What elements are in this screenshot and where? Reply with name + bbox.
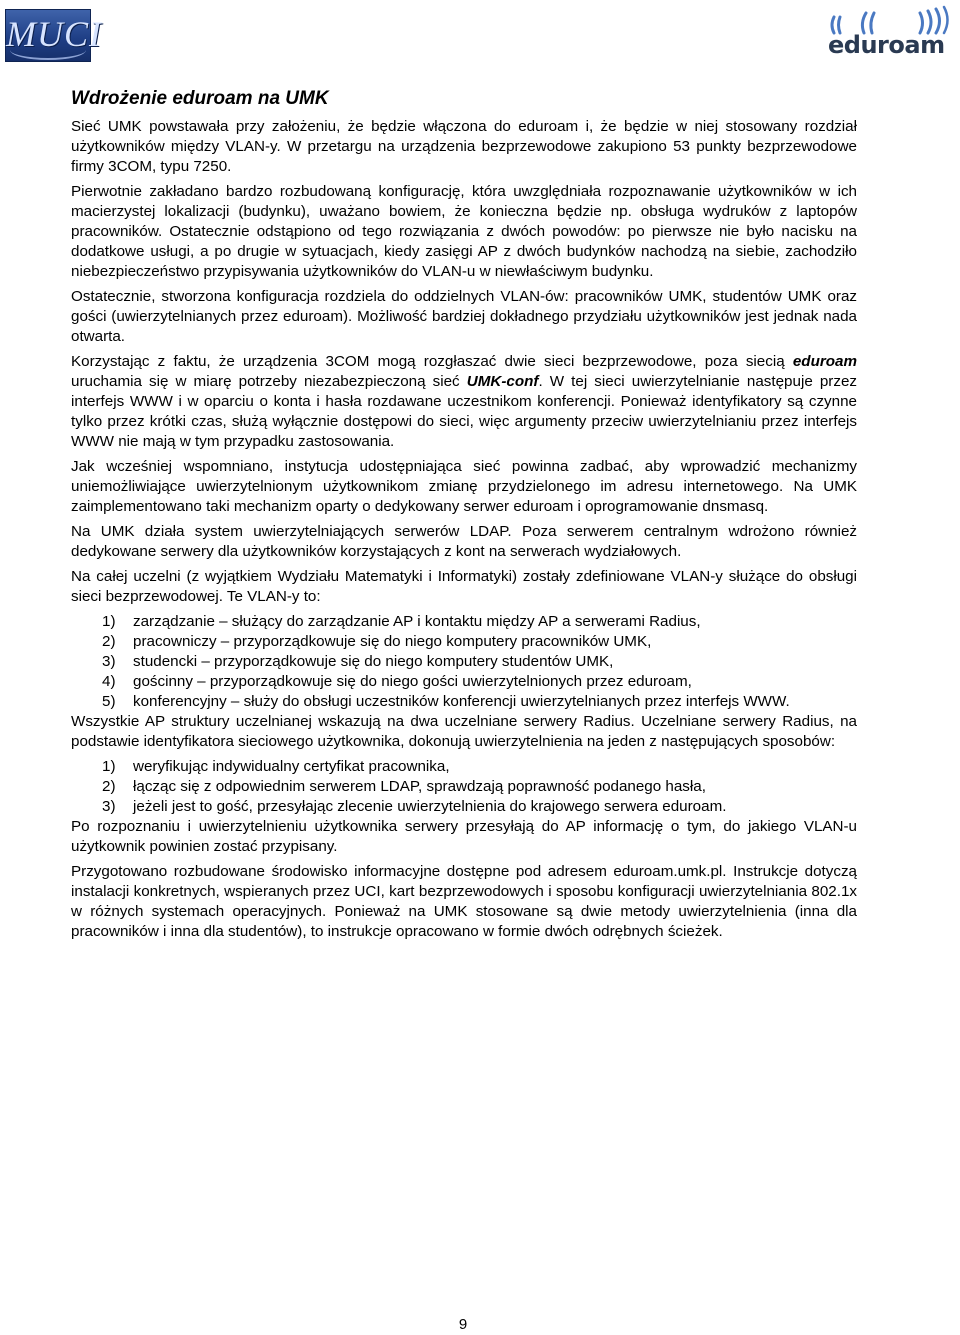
eduroam-logo bbox=[826, 7, 948, 59]
page-title: Wdrożenie eduroam na UMK bbox=[71, 88, 329, 109]
eduroam-logo-text: eduroam bbox=[828, 31, 945, 59]
list-item-number: 3) bbox=[102, 798, 116, 815]
network-name-eduroam: eduroam bbox=[792, 353, 857, 370]
list-item-number: 2) bbox=[102, 633, 116, 650]
list-item-number: 5) bbox=[102, 693, 116, 710]
list-item-text: łącząc się z odpowiednim serwerem LDAP, sprawdzają poprawność podanego hasła, bbox=[133, 778, 706, 795]
paragraph-dnsmasq: Jak wcześniej wspomniano, instytucja udostępniająca sieć powinna zadbać, aby wprowadzić mechanizmy uniemożliwiające uwierzytelnionym użytkownikom zmianę przydzielonego im adresu internetowego. Na UMK zaimplementowano taki mechanizm oparty o dedykowany serwer eduroam i oprogramowanie dnsmasq. bbox=[71, 458, 857, 515]
paragraph-conference-network bbox=[71, 352, 857, 452]
paragraph-final-config: Ostatecznie, stworzona konfiguracja rozdziela do oddzielnych VLAN-ów: pracowników UMK, studentów UMK oraz gości (uwierzytelnianych przez eduroam). Możliwość bardziej dokładnego przydziału użytkowników jest jednak nada otwarta. bbox=[71, 288, 857, 345]
paragraph-text: . W tej sieci uwierzytelnianie następuje przez interfejs WWW i w oparciu o konta i hasła rozdawane uczestnikom konferencji. Ponieważ identyfikatory są czynne tylko przez krótki czas, służą wyłącznie dostępowi do sieci, więc argumenty przeciw uwierzytelnianiu przez interfejs WWW nie mają w tym przypadku zastosowania. bbox=[71, 373, 857, 450]
paragraph-radius: Wszystkie AP struktury uczelnianej wskazują na dwa uczelniane serwery Radius. Uczelniane serwery Radius, na podstawie identyfikatora sieciowego użytkownika, dokonują uwierzytelnienia na jeden z następujących sposobów: bbox=[71, 713, 857, 750]
list-item bbox=[71, 632, 857, 652]
paragraph-text: uruchamia się w miarę potrzeby niezabezpieczoną sieć bbox=[71, 373, 467, 390]
paragraph-info-portal: Przygotowano rozbudowane środowisko informacyjne dostępne pod adresem eduroam.umk.pl. Instrukcje dotyczą instalacji konkretnych, wspieranych przez UCI, kart bezprzewodowych i sposobu konfiguracji uwierzytelniania 802.1x w różnych systemach operacyjnych. Ponieważ na UMK stosowane są dwie metody uwierzytelnienia (inna dla pracowników i inna dla studentów), to instrukcje opracowano w formie dwóch odrębnych ścieżek. bbox=[71, 863, 857, 940]
list-item bbox=[71, 612, 857, 632]
list-item bbox=[71, 692, 857, 712]
list-item-text: konferencyjny – służy do obsługi uczestników konferencji uwierzytelnianych przez interfejs WWW. bbox=[133, 693, 790, 710]
main-content bbox=[71, 88, 857, 947]
paragraph-ldap: Na UMK działa system uwierzytelniających serwerów LDAP. Poza serwerem centralnym wdrożono również dedykowane serwery dla użytkowników korzystających z kont na serwerach wydziałowych. bbox=[71, 523, 857, 560]
vlan-list bbox=[71, 612, 857, 712]
list-item-number: 4) bbox=[102, 673, 116, 690]
list-item-text: pracowniczy – przyporządkowuje się do niego komputery pracowników UMK, bbox=[133, 633, 652, 650]
list-item bbox=[71, 672, 857, 692]
paragraph-vlan-assignment: Po rozpoznaniu i uwierzytelnieniu użytkownika serwery przesyłają do AP informację o tym, do jakiego VLAN-u użytkownik powinien zostać przypisany. bbox=[71, 818, 857, 855]
list-item-number: 3) bbox=[102, 653, 116, 670]
list-item-number: 1) bbox=[102, 613, 116, 630]
muci-logo bbox=[5, 9, 102, 62]
auth-method-list bbox=[71, 757, 857, 817]
list-item-number: 2) bbox=[102, 778, 116, 795]
page-number: 9 bbox=[458, 1316, 468, 1333]
list-item bbox=[71, 757, 857, 777]
muci-logo-text: MUCI bbox=[6, 14, 102, 54]
paragraph-initial-config: Pierwotnie zakładano bardzo rozbudowaną konfigurację, która uwzględniała rozpoznawanie użytkowników w ich macierzystej lokalizacji (budynku), uważano bowiem, że konieczna będzie np. obsługa wydruków z laptopów pracowników. Ostatecznie odstąpiono od tego rozwiązania z dwóch powodów: po pierwsze nie było nacisku na dodatkowe usługi, a po drugie w sytuacjach, kiedy zasięgi AP z dwóch budynków nachodzą na siebie, zachodziło niebezpieczeństwo przypisywania użytkowników do VLAN-u w niewłaściwym budynku. bbox=[71, 183, 857, 280]
list-item-text: studencki – przyporządkowuje się do niego komputery studentów UMK, bbox=[133, 653, 614, 670]
paragraph-intro: Sieć UMK powstawała przy założeniu, że będzie włączona do eduroam i, że będzie w niej stosowany rozdział użytkowników między VLAN-y. W przetargu na urządzenia bezprzewodowe zakupiono 53 punkty bezprzewodowe firmy 3COM, typu 7250. bbox=[71, 118, 857, 175]
network-name-umk-conf: UMK-conf bbox=[466, 373, 539, 390]
list-item-text: gościnny – przyporządkowuje się do niego gości uwierzytelnionych przez eduroam, bbox=[133, 673, 692, 690]
list-item bbox=[71, 652, 857, 672]
list-item-text: jeżeli jest to gość, przesyłając zlecenie uwierzytelnienia do krajowego serwera eduroam. bbox=[133, 798, 727, 815]
list-item-number: 1) bbox=[102, 758, 116, 775]
list-item-text: zarządzanie – służący do zarządzanie AP i kontaktu między AP a serwerami Radius, bbox=[133, 613, 701, 630]
list-item-text: weryfikując indywidualny certyfikat pracownika, bbox=[133, 758, 450, 775]
list-item bbox=[71, 777, 857, 797]
paragraph-vlans-intro: Na całej uczelni (z wyjątkiem Wydziału Matematyki i Informatyki) zostały zdefiniowane VLAN-y służące do obsługi sieci bezprzewodowej. Te VLAN-y to: bbox=[71, 568, 857, 605]
paragraph-text: Korzystając z faktu, że urządzenia 3COM mogą rozgłaszać dwie sieci bezprzewodowe, poza siecią bbox=[71, 353, 793, 370]
list-item bbox=[71, 797, 857, 817]
